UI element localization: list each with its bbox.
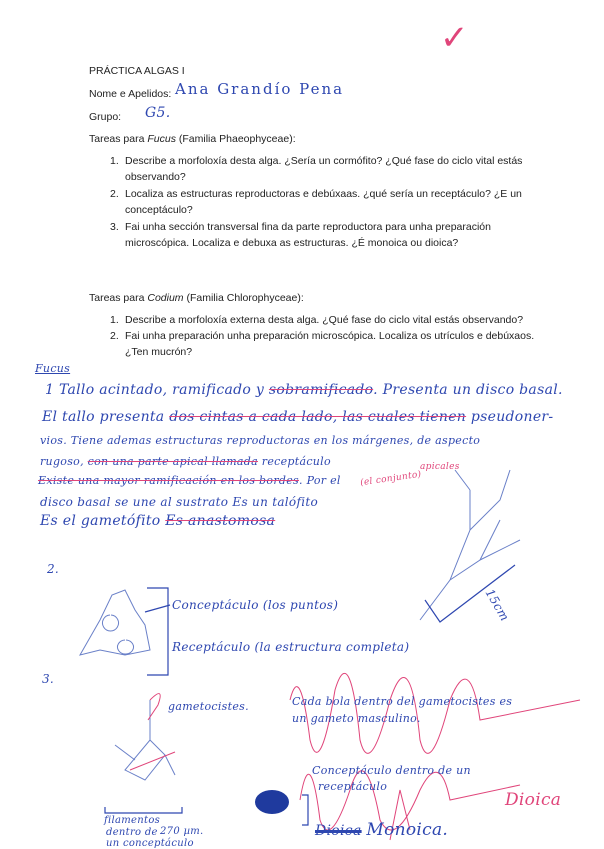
caption-line: dentro de bbox=[106, 827, 158, 838]
fucus-answer-title: Fucus bbox=[35, 362, 71, 375]
task-text: Localiza as estructuras reproductoras e debúxaas. ¿qué sería un receptáculo? ¿E un bbox=[125, 188, 522, 200]
red-correction: Dioica bbox=[505, 790, 562, 810]
codium-heading: Tareas para Codium (Familia Chlorophyceae): bbox=[89, 292, 304, 304]
item-number: 1. bbox=[110, 314, 119, 326]
name-value: Ana Grandío Pena bbox=[175, 80, 345, 98]
answer-conclusion: Dioica Monoica. bbox=[315, 820, 449, 840]
answer-line: disco basal se une al sustrato Es un talófito bbox=[40, 495, 318, 509]
task-text: Describe a morfoloxía externa desta alga. ¿Qué fase do ciclo vital estás observando? bbox=[125, 314, 524, 326]
answer-line: vios. Tiene ademas estructuras reproductoras en los márgenes, de aspecto bbox=[40, 434, 481, 447]
answer-line: Conceptáculo dentro de un bbox=[312, 764, 471, 777]
answer-line: rugoso, con una parte apical llamada receptáculo bbox=[40, 455, 331, 468]
label-gametocistes: gametocistes. bbox=[168, 700, 249, 713]
item-number: 2. bbox=[110, 188, 119, 200]
red-annotation: (el conjunto) bbox=[359, 469, 423, 489]
arrow-conc bbox=[145, 605, 170, 612]
scale-label: 15cm bbox=[482, 586, 512, 624]
bracket-2 bbox=[302, 795, 308, 825]
item-number: 1. bbox=[110, 155, 119, 167]
group-label: Grupo: bbox=[89, 111, 122, 123]
fucus-heading: Tareas para Fucus (Familia Phaeophyceae): bbox=[89, 133, 296, 145]
answer-line: un gameto masculino. bbox=[292, 712, 421, 725]
caption-line: filamentos bbox=[104, 815, 161, 826]
red-annotation: apicales bbox=[420, 462, 460, 472]
answer-line: receptáculo bbox=[318, 780, 388, 793]
item-number: 3. bbox=[110, 221, 119, 233]
task-text: Fai unha sección transversal fina da parte reproductora para unha preparación bbox=[125, 221, 491, 233]
task-text: Fai unha preparación unha preparación microscópica. Localiza os utrículos e debúxaos. bbox=[125, 330, 535, 342]
task-text: observando? bbox=[125, 171, 186, 183]
answer-line: 1 Tallo acintado, ramificado y sobramificado. Presenta un disco basal. bbox=[45, 382, 563, 398]
doc-title: PRÁCTICA ALGAS I bbox=[89, 65, 185, 77]
scale-bracket bbox=[105, 807, 182, 813]
answer-number: 3. bbox=[42, 672, 55, 686]
caption-measure: 270 µm. bbox=[160, 826, 204, 837]
group-value: G5. bbox=[145, 105, 171, 121]
task-text: microscópica. Localiza e debuxa as estructuras. ¿É monoica ou dioica? bbox=[125, 237, 459, 249]
receptacle-drawing bbox=[80, 590, 150, 655]
answer-line: Cada bola dentro del gametocistes es bbox=[292, 695, 513, 708]
answer-number: 2. bbox=[47, 562, 60, 576]
answer-line: Es el gametófito Es anastomosa bbox=[40, 513, 276, 529]
task-text: Describe a morfoloxía desta alga. ¿Sería un cormófito? ¿Qué fase do ciclo vital estás bbox=[125, 155, 523, 167]
section-drawing bbox=[115, 700, 175, 780]
task-text: conceptáculo? bbox=[125, 204, 193, 216]
name-label: Nome e Apelidos: bbox=[89, 88, 172, 100]
caption-line: un conceptáculo bbox=[106, 838, 194, 849]
bracket bbox=[147, 588, 168, 675]
ink-blot bbox=[255, 790, 289, 814]
fucus-drawing bbox=[420, 470, 520, 620]
task-text: ¿Ten mucrón? bbox=[125, 346, 193, 358]
item-number: 2. bbox=[110, 330, 119, 342]
answer-line: Existe una mayor ramificación en los bordes. Por el bbox=[38, 474, 341, 487]
label-conceptaculo: Conceptáculo (los puntos) bbox=[172, 598, 339, 612]
check-mark-icon: ✓ bbox=[440, 18, 469, 58]
label-receptaculo: Receptáculo (la estructura completa) bbox=[172, 640, 410, 654]
answer-line: El tallo presenta dos cintas a cada lado, las cuales tienen pseudoner- bbox=[42, 409, 554, 425]
